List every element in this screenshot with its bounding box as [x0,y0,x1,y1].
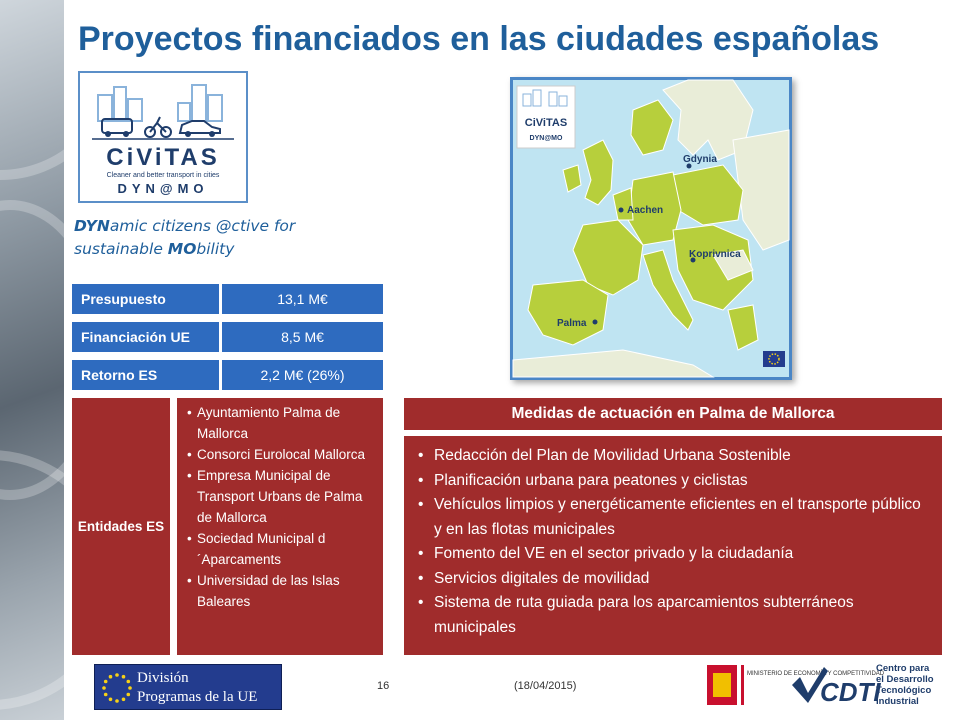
entities-list [177,398,383,655]
eu-funding-row [72,322,382,352]
budget-label: Presupuesto [72,284,219,314]
eu-stars-icon [99,670,135,706]
es-return-value: 2,2 M€ (26%) [222,360,383,390]
city-label-palma: Palma [557,318,587,329]
map-logo-project: DYN@MO [529,135,563,142]
page-title: Proyectos financiados en las ciudades españolas [78,20,880,58]
eu-division-logo [94,664,282,710]
map-logo-name: CiViTAS [524,117,568,129]
entity-item: • Empresa Municipal de Transport Urbans de Palma de Mallorca [187,465,373,528]
measure-item: • Sistema de ruta guiada para los aparcamientos subterráneos municipales [418,591,928,640]
tagline-bold-1: DYN [74,217,110,235]
entity-item: • Universidad de las Islas Baleares [187,570,373,612]
measure-item: • Vehículos limpios y energéticamente eficientes en el transporte público y en las flotas municipales [418,493,928,542]
budget-row [72,284,382,314]
cdti-name: CDTI [820,677,881,707]
city-label-gdynia: Gdynia [683,154,717,165]
europe-map [510,77,792,380]
es-return-row [72,360,382,390]
measures-list [404,436,942,655]
measure-item: • Servicios digitales de movilidad [418,567,928,592]
entities-label: Entidades ES [72,398,170,655]
page-number: 16 [377,680,390,692]
civitas-logo-name: CiViTAS [106,144,220,171]
division-line-1: División [137,670,189,686]
city-label-koprivnica: Koprivnica [689,249,741,260]
entity-item: • Ayuntamiento Palma de Mallorca [187,402,373,444]
measure-item: • Redacción del Plan de Movilidad Urbana Sostenible [418,444,928,469]
es-return-label: Retorno ES [72,360,219,390]
tagline-part-4: bility [196,240,235,258]
decorative-side-strip [0,0,64,720]
tagline-part-2: amic citizens @ctive for sustainable [74,217,296,258]
entity-item: • Consorci Eurolocal Mallorca [187,444,373,465]
eu-funding-value: 8,5 M€ [222,322,383,352]
division-line-2: Programas de la UE [137,689,258,705]
cdti-full-name: Centro para el Desarrollo Tecnológico Industrial [876,663,934,707]
eu-funding-label: Financiación UE [72,322,219,352]
entity-item: • Sociedad Municipal d´Aparcaments [187,528,373,570]
measure-item: • Planificación urbana para peatones y ciclistas [418,469,928,494]
city-marker-palma [593,320,598,325]
cdti-logo [790,663,940,709]
eu-flag-icon [763,351,785,367]
tagline-bold-2: MO [167,240,197,258]
civitas-logo-project: DYN@MO [117,181,209,196]
page-date: (18/04/2015) [514,680,577,692]
project-tagline [74,215,374,261]
ministry-text: MINISTERIO DE ECONOMÍA Y COMPETITIVIDAD [747,671,885,677]
civitas-logo [78,71,248,203]
city-label-aachen: Aachen [627,205,664,216]
city-marker-aachen [619,208,624,213]
civitas-logo-subtitle: Cleaner and better transport in cities [106,172,220,179]
measure-item: • Fomento del VE en el sector privado y la ciudadanía [418,542,928,567]
measures-title: Medidas de actuación en Palma de Mallorca [404,398,942,430]
budget-value: 13,1 M€ [222,284,383,314]
